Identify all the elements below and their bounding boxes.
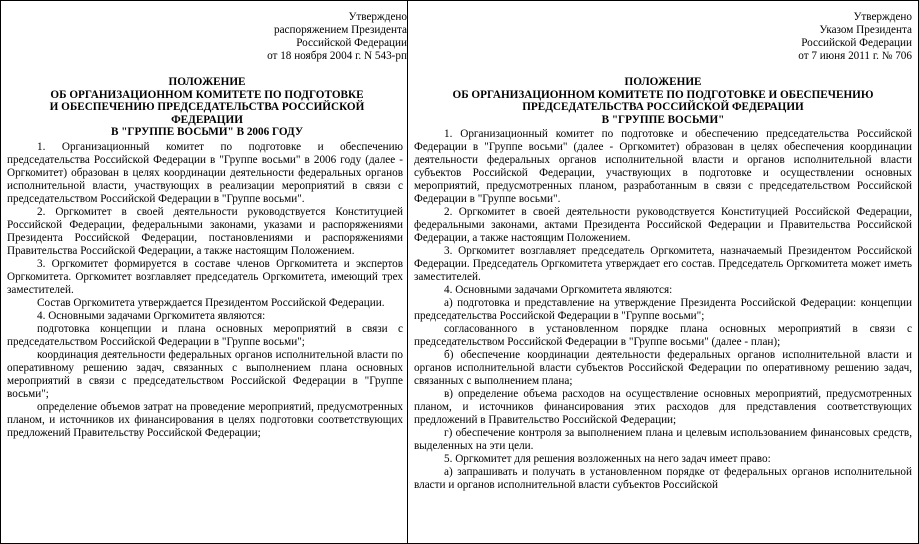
title-line: В "ГРУППЕ ВОСЬМИ" (601, 113, 725, 126)
title-line: В "ГРУППЕ ВОСЬМИ" В 2006 ГОДУ (110, 126, 304, 138)
paragraph: 2. Оргкомитет в своей деятельности руководствуется Конституцией Российской Федерации, федеральными законами, актами Президента Российской Федерации и Правительства Российской Федерации, а также настоящим Положением. (414, 206, 912, 244)
paragraph: а) подготовка и представление на утверждение Президента Российской Федерации: концепции председательства Российской Федерации в "Группе восьми"; (414, 297, 912, 322)
paragraph: 4. Основными задачами Оргкомитета являются: (37, 309, 266, 322)
title-line: ОБ ОРГАНИЗАЦИОННОМ КОМИТЕТЕ ПО ПОДГОТОВКЕ (50, 88, 364, 101)
title-line: ФЕДЕРАЦИИ (171, 113, 243, 126)
paragraph: б) обеспечение координации деятельности федеральных органов исполнительной власти и органов исполнительной власти субъектов Российской Федерации по оперативному решению задач, связанных с выполнением плана; (414, 349, 912, 387)
approval-line: распоряжением Президента (273, 24, 407, 36)
title-line: И ОБЕСПЕЧЕНИЮ ПРЕДСЕДАТЕЛЬСТВА РОССИЙСКОЙ (49, 101, 365, 113)
paragraph: определение объемов затрат на проведение мероприятий, предусмотренных планом, и источников их финансирования в целях подготовки соответствующих предложений Правительству Российской Федерации; (7, 400, 403, 439)
approval-line: Российской Федерации (296, 37, 407, 49)
title-line: ОБ ОРГАНИЗАЦИОННОМ КОМИТЕТЕ ПО ПОДГОТОВКЕ И ОБЕСПЕЧЕНИЮ (452, 88, 874, 101)
paragraph: в) определение объема расходов на осуществление основных мероприятий, предусмотренных планом, и источников финансирования этих расходов для представления соответствующих предложений в Правительство Российской Федерации; (414, 388, 912, 426)
paragraph: 1. Организационный комитет по подготовке и обеспечению председательства Российской Федерации в "Группе восьми" в 2006 году (далее - Оргкомитет) образован в целях координации деятельности федеральных органов исполнительной власти, участвующих в реализации мероприятий в связи с председательством Российской Федерации в "Группе восьми". (7, 140, 403, 205)
document-title (7, 76, 407, 139)
title-line: ПОЛОЖЕНИЕ (624, 76, 702, 88)
approval-line: от 18 ноября 2004 г. N 543-рп (267, 50, 407, 62)
left-column-2004-regulation (1, 1, 408, 543)
approval-line: Указом Президента (819, 24, 912, 36)
paragraph: 4. Основными задачами Оргкомитета являются: (444, 284, 673, 296)
paragraph: г) обеспечение контроля за выполнением плана и целевым использованием финансовых средств, выделенных на эти цели. (414, 427, 912, 452)
approval-stamp (7, 11, 407, 63)
approval-line: Утверждено (853, 11, 912, 23)
paragraph: 1. Организационный комитет по подготовке и обеспечению председательства Российской Федерации в "Группе восьми" (далее - Оргкомитет) образован в целях обеспечения координации деятельности федеральных органов исполнительной власти и органов исполнительной власти субъектов Российской Федерации, участвующих в подготовке и осуществлении основных мероприятий, предусмотренных планом, разработанным в связи с председательством Российской Федерации в "Группе восьми". (414, 128, 912, 205)
right-column-2011-regulation (408, 1, 918, 543)
title-line: ПРЕДСЕДАТЕЛЬСТВА РОССИЙСКОЙ ФЕДЕРАЦИИ (522, 101, 804, 113)
approval-stamp (414, 11, 912, 63)
paragraph: координация деятельности федеральных органов исполнительной власти по оперативному решению задач, связанных с выполнением плана основных мероприятий в связи с председательством Российской Федерации в "Группе восьми"; (7, 348, 403, 400)
approval-line: Утверждено (348, 11, 407, 23)
paragraph: 5. Оргкомитет для решения возложенных на него задач имеет право: (444, 453, 771, 465)
title-line: ПОЛОЖЕНИЕ (168, 76, 246, 88)
paragraph: а) запрашивать и получать в установленном порядке от федеральных органов исполнительной власти и органов исполнительной власти субъектов Российской (414, 466, 912, 491)
approval-line: от 7 июня 2011 г. № 706 (798, 50, 912, 62)
approval-line: Российской Федерации (801, 37, 912, 49)
document-title (414, 76, 912, 126)
paragraph: 3. Оргкомитет возглавляет председатель Оргкомитета, назначаемый Президентом Российской Федерации. Председатель Оргкомитета утверждает его состав. Председатель Оргкомитета может иметь заместителей. (414, 245, 912, 283)
paragraph: Состав Оргкомитета утверждается Президентом Российской Федерации. (37, 296, 385, 309)
paragraph: 3. Оргкомитет формируется в составе членов Оргкомитета и экспертов Оргкомитета. Оргкомитет возглавляет председатель Оргкомитета, имеющий трех заместителей. (7, 257, 403, 296)
paragraph: 2. Оргкомитет в своей деятельности руководствуется Конституцией Российской Федерации, федеральными законами, указами и распоряжениями Президента Российской Федерации, постановлениями и распоряжениями Правительства Российской Федерации, а также настоящим Положением. (7, 205, 403, 257)
paragraph: подготовка концепции и плана основных мероприятий в связи с председательством Российской Федерации в "Группе восьми"; (7, 322, 403, 348)
paragraph: согласованного в установленном порядке плана основных мероприятий в связи с председательством Российской Федерации в "Группе восьми" (далее - план); (414, 323, 912, 348)
